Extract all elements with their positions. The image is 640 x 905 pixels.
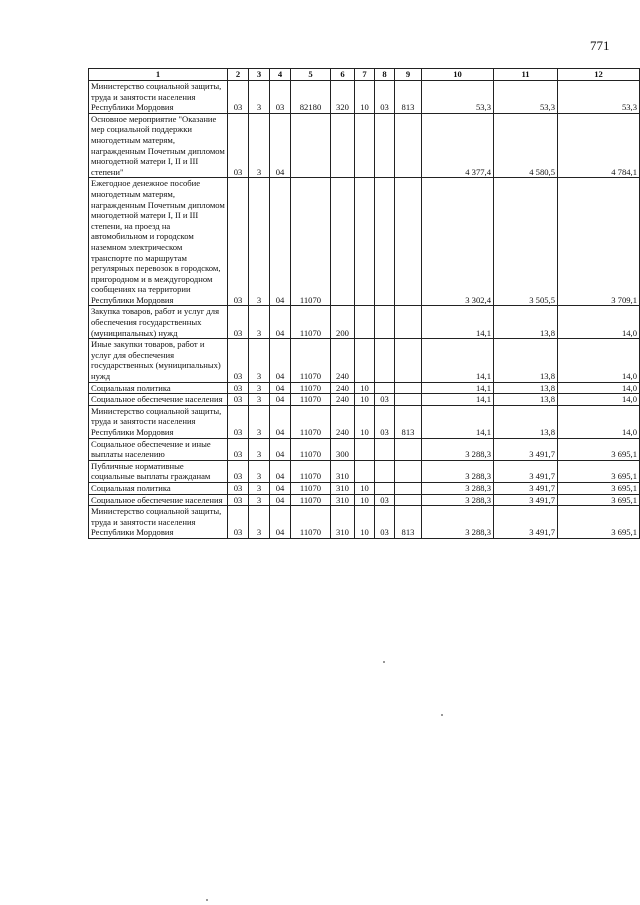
col-header-11: 11 — [494, 69, 558, 81]
code-2: 03 — [228, 81, 249, 114]
table-row — [89, 113, 640, 178]
table-row — [89, 394, 640, 406]
code-8 — [375, 482, 395, 494]
row-name: Ежегодное денежное пособие многодетным матерям, награжденным Почетным дипломом многодетной матери I, II и III степени, на проезд на автомобильном и городском наземном электрическом транспорте по маршрутам регулярных перевозок в городском, пригородном и в междугородном сообщениях на территории Республики Мордовия — [89, 178, 228, 306]
code-4: 03 — [270, 81, 291, 114]
row-name: Министерство социальной защиты, труда и занятости населения Республики Мордовия — [89, 405, 228, 438]
value-2023: 3 709,1 — [558, 178, 640, 306]
code-8 — [375, 306, 395, 339]
code-7: 10 — [355, 405, 375, 438]
row-name: Социальное обеспечение и иные выплаты населению — [89, 438, 228, 460]
code-4: 04 — [270, 506, 291, 539]
code-7: 10 — [355, 506, 375, 539]
code-7: 10 — [355, 394, 375, 406]
code-8: 03 — [375, 506, 395, 539]
code-9 — [395, 339, 422, 382]
table-row — [89, 339, 640, 382]
code-6: 240 — [331, 405, 355, 438]
value-2023: 53,3 — [558, 81, 640, 114]
col-header-10: 10 — [422, 69, 494, 81]
row-name: Социальное обеспечение населения — [89, 394, 228, 406]
value-2023: 3 695,1 — [558, 482, 640, 494]
code-7 — [355, 438, 375, 460]
code-2: 03 — [228, 394, 249, 406]
table-row — [89, 494, 640, 506]
value-2023: 3 695,1 — [558, 460, 640, 482]
col-header-8: 8 — [375, 69, 395, 81]
code-5: 11070 — [291, 394, 331, 406]
code-6: 200 — [331, 306, 355, 339]
code-3: 3 — [249, 113, 270, 178]
value-2021: 3 288,3 — [422, 460, 494, 482]
code-6: 320 — [331, 81, 355, 114]
value-2023: 14,0 — [558, 405, 640, 438]
code-9 — [395, 438, 422, 460]
value-2022: 3 491,7 — [494, 482, 558, 494]
code-6: 240 — [331, 339, 355, 382]
row-name: Социальное обеспечение населения — [89, 494, 228, 506]
value-2022: 3 491,7 — [494, 494, 558, 506]
code-9 — [395, 482, 422, 494]
value-2022: 4 580,5 — [494, 113, 558, 178]
value-2022: 3 491,7 — [494, 438, 558, 460]
code-6 — [331, 113, 355, 178]
table-row — [89, 178, 640, 306]
value-2021: 53,3 — [422, 81, 494, 114]
code-9 — [395, 113, 422, 178]
code-6: 240 — [331, 382, 355, 394]
value-2023: 14,0 — [558, 382, 640, 394]
code-6 — [331, 178, 355, 306]
code-4: 04 — [270, 382, 291, 394]
col-header-7: 7 — [355, 69, 375, 81]
header-row — [89, 69, 640, 81]
code-8: 03 — [375, 494, 395, 506]
value-2022: 3 491,7 — [494, 460, 558, 482]
code-7 — [355, 460, 375, 482]
code-7: 10 — [355, 494, 375, 506]
code-4: 04 — [270, 460, 291, 482]
code-9: 813 — [395, 506, 422, 539]
code-3: 3 — [249, 438, 270, 460]
value-2021: 14,1 — [422, 394, 494, 406]
code-2: 03 — [228, 405, 249, 438]
value-2022: 13,8 — [494, 306, 558, 339]
code-5: 11070 — [291, 494, 331, 506]
table-row — [89, 306, 640, 339]
value-2021: 3 288,3 — [422, 494, 494, 506]
code-8: 03 — [375, 81, 395, 114]
code-5: 11070 — [291, 405, 331, 438]
code-9: 813 — [395, 81, 422, 114]
value-2021: 14,1 — [422, 405, 494, 438]
code-8 — [375, 460, 395, 482]
value-2022: 3 491,7 — [494, 506, 558, 539]
code-9 — [395, 178, 422, 306]
table-row — [89, 81, 640, 114]
code-6: 240 — [331, 394, 355, 406]
table-row — [89, 460, 640, 482]
code-3: 3 — [249, 339, 270, 382]
row-name: Министерство социальной защиты, труда и занятости населения Республики Мордовия — [89, 81, 228, 114]
code-8 — [375, 178, 395, 306]
code-9 — [395, 306, 422, 339]
table-row — [89, 482, 640, 494]
value-2023: 3 695,1 — [558, 494, 640, 506]
code-5: 11070 — [291, 506, 331, 539]
col-header-5: 5 — [291, 69, 331, 81]
code-3: 3 — [249, 306, 270, 339]
table-row — [89, 438, 640, 460]
value-2023: 4 784,1 — [558, 113, 640, 178]
code-8 — [375, 438, 395, 460]
value-2021: 3 288,3 — [422, 438, 494, 460]
code-2: 03 — [228, 438, 249, 460]
code-9 — [395, 382, 422, 394]
table-row — [89, 405, 640, 438]
code-7: 10 — [355, 382, 375, 394]
code-7 — [355, 178, 375, 306]
value-2021: 4 377,4 — [422, 113, 494, 178]
scan-speck — [383, 661, 385, 663]
page-number: 771 — [590, 38, 610, 53]
code-3: 3 — [249, 482, 270, 494]
code-5: 11070 — [291, 482, 331, 494]
code-3: 3 — [249, 394, 270, 406]
code-3: 3 — [249, 382, 270, 394]
code-4: 04 — [270, 113, 291, 178]
code-7 — [355, 306, 375, 339]
code-8 — [375, 382, 395, 394]
scan-speck — [441, 714, 443, 716]
row-name: Социальная политика — [89, 382, 228, 394]
row-name: Министерство социальной защиты, труда и занятости населения Республики Мордовия — [89, 506, 228, 539]
col-header-6: 6 — [331, 69, 355, 81]
budget-table — [88, 68, 640, 539]
value-2022: 13,8 — [494, 339, 558, 382]
code-7: 10 — [355, 482, 375, 494]
row-name: Социальная политика — [89, 482, 228, 494]
code-2: 03 — [228, 382, 249, 394]
table-row — [89, 382, 640, 394]
value-2023: 3 695,1 — [558, 506, 640, 539]
code-4: 04 — [270, 339, 291, 382]
code-7 — [355, 113, 375, 178]
code-4: 04 — [270, 482, 291, 494]
code-6: 310 — [331, 506, 355, 539]
value-2021: 3 288,3 — [422, 506, 494, 539]
value-2022: 53,3 — [494, 81, 558, 114]
value-2021: 14,1 — [422, 339, 494, 382]
value-2023: 14,0 — [558, 394, 640, 406]
code-3: 3 — [249, 81, 270, 114]
code-9 — [395, 394, 422, 406]
code-6: 300 — [331, 438, 355, 460]
value-2022: 13,8 — [494, 382, 558, 394]
code-8 — [375, 339, 395, 382]
value-2021: 3 302,4 — [422, 178, 494, 306]
code-4: 04 — [270, 178, 291, 306]
code-3: 3 — [249, 460, 270, 482]
code-5: 11070 — [291, 438, 331, 460]
row-name: Публичные нормативные социальные выплаты гражданам — [89, 460, 228, 482]
value-2022: 13,8 — [494, 405, 558, 438]
col-header-2: 2 — [228, 69, 249, 81]
code-6: 310 — [331, 460, 355, 482]
code-2: 03 — [228, 506, 249, 539]
code-2: 03 — [228, 113, 249, 178]
code-5: 82180 — [291, 81, 331, 114]
code-5 — [291, 113, 331, 178]
value-2022: 3 505,5 — [494, 178, 558, 306]
code-5: 11070 — [291, 178, 331, 306]
col-header-1: 1 — [89, 69, 228, 81]
code-3: 3 — [249, 494, 270, 506]
code-5: 11070 — [291, 382, 331, 394]
table-body — [89, 81, 640, 539]
code-9 — [395, 494, 422, 506]
col-header-9: 9 — [395, 69, 422, 81]
code-8 — [375, 113, 395, 178]
code-2: 03 — [228, 494, 249, 506]
code-9: 813 — [395, 405, 422, 438]
code-3: 3 — [249, 178, 270, 306]
code-2: 03 — [228, 482, 249, 494]
value-2021: 3 288,3 — [422, 482, 494, 494]
code-7: 10 — [355, 81, 375, 114]
code-5: 11070 — [291, 460, 331, 482]
code-5: 11070 — [291, 339, 331, 382]
code-3: 3 — [249, 405, 270, 438]
value-2021: 14,1 — [422, 382, 494, 394]
code-8: 03 — [375, 394, 395, 406]
col-header-12: 12 — [558, 69, 640, 81]
row-name: Иные закупки товаров, работ и услуг для обеспечения государственных (муниципальных) нужд — [89, 339, 228, 382]
code-2: 03 — [228, 339, 249, 382]
table-row — [89, 506, 640, 539]
code-9 — [395, 460, 422, 482]
value-2023: 14,0 — [558, 339, 640, 382]
value-2023: 14,0 — [558, 306, 640, 339]
code-4: 04 — [270, 394, 291, 406]
code-4: 04 — [270, 306, 291, 339]
scan-speck — [206, 899, 208, 901]
value-2023: 3 695,1 — [558, 438, 640, 460]
code-4: 04 — [270, 494, 291, 506]
col-header-4: 4 — [270, 69, 291, 81]
code-8: 03 — [375, 405, 395, 438]
code-3: 3 — [249, 506, 270, 539]
value-2022: 13,8 — [494, 394, 558, 406]
row-name: Закупка товаров, работ и услуг для обеспечения государственных (муниципальных) нужд — [89, 306, 228, 339]
row-name: Основное мероприятие "Оказание мер социальной поддержки многодетным матерям, награжденным Почетным дипломом многодетной матери I, II и III степени" — [89, 113, 228, 178]
code-2: 03 — [228, 306, 249, 339]
col-header-3: 3 — [249, 69, 270, 81]
code-2: 03 — [228, 178, 249, 306]
value-2021: 14,1 — [422, 306, 494, 339]
code-7 — [355, 339, 375, 382]
code-4: 04 — [270, 438, 291, 460]
code-6: 310 — [331, 494, 355, 506]
code-2: 03 — [228, 460, 249, 482]
code-6: 310 — [331, 482, 355, 494]
code-4: 04 — [270, 405, 291, 438]
code-5: 11070 — [291, 306, 331, 339]
